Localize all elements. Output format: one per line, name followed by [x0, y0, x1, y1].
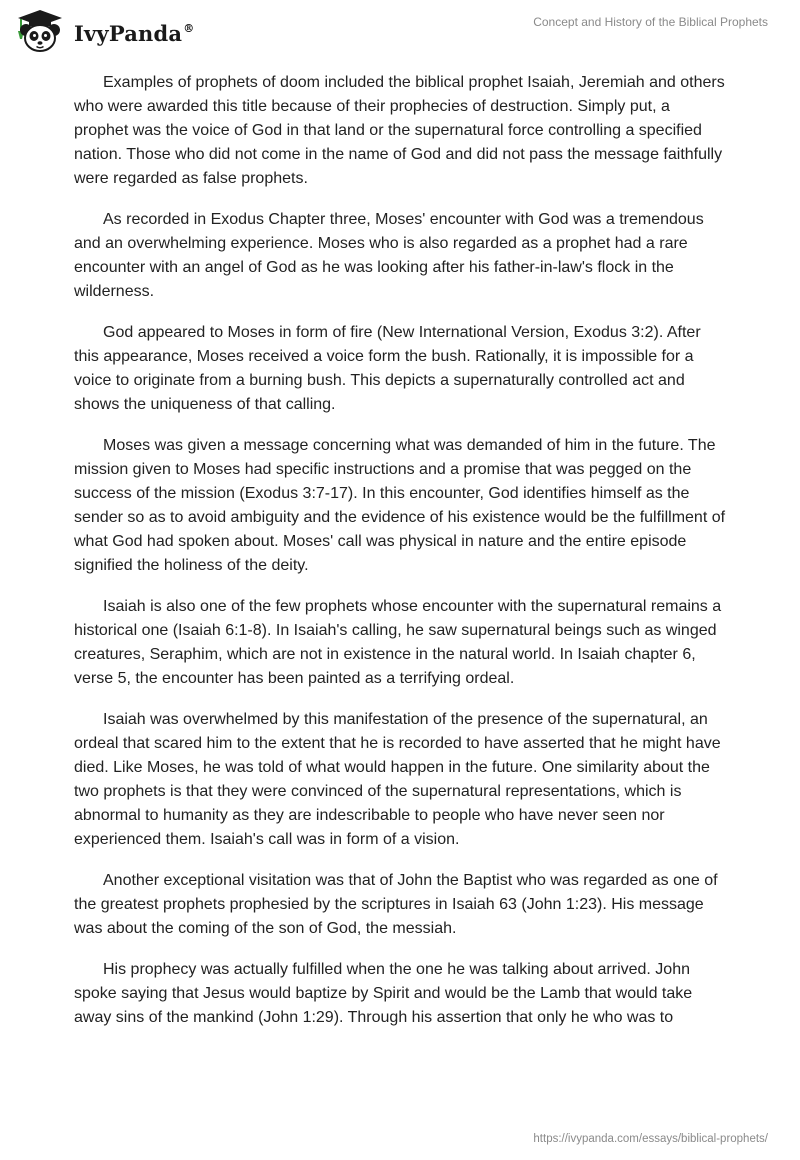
source-url[interactable]: https://ivypanda.com/essays/biblical-prophets/ — [533, 1133, 768, 1145]
page-header — [0, 0, 800, 70]
paragraph: Moses was given a message concerning what was demanded of him in the future. The mission given to Moses had specific instructions and a promise that was pegged on the success of the mission (Exodus 3:7-17). In this encounter, God identifies himself as the sender so as to avoid ambiguity and the evidence of his existence would be the fulfillment of what God had spoken about. Moses' call was physical in nature and the entire episode signified the holiness of the deity. — [74, 437, 726, 574]
paragraph: Examples of prophets of doom included the biblical prophet Isaiah, Jeremiah and others who were awarded this title because of their prophecies of destruction. Simply put, a prophet was the voice of God in that land or the supernatural force controlling a specified nation. Those who did not come in the name of God and did not pass the message faithfully were regarded as false prophets. — [74, 74, 725, 187]
registered-mark: ® — [183, 21, 195, 35]
paragraph: Isaiah was overwhelmed by this manifestation of the presence of the supernatural, an ordeal that scared him to the extent that he is recorded to have asserted that he might have died. Like Moses, he was told of what would happen in the future. One similarity about the two prophets is that they were convinced of the supernatural representations, which is abnormal to humanity as they are indescribable to people who have never seen nor experienced them. Isaiah's call was in form of a vision. — [74, 711, 721, 848]
document-title: Concept and History of the Biblical Prophets — [533, 15, 768, 29]
essay-body — [74, 71, 726, 1047]
panda-graduate-logo-icon — [14, 8, 66, 54]
paragraph: Isaiah is also one of the few prophets whose encounter with the supernatural remains a historical one (Isaiah 6:1-8). In Isaiah's calling, he saw supernatural beings such as winged creatures, Seraphim, which are not in existence in the natural world. In Isaiah chapter 6, verse 5, the encounter has been painted as a terrifying ordeal. — [74, 598, 722, 687]
paragraph: Another exceptional visitation was that of John the Baptist who was regarded as one of the greatest prophets prophesied by the scriptures in Isaiah 63 (John 1:23). His message was about the coming of the son of God, the messiah. — [74, 872, 718, 937]
brand-name: IvyPanda® — [74, 20, 195, 46]
brand-logo[interactable] — [14, 8, 194, 54]
paragraph: His prophecy was actually fulfilled when the one he was talking about arrived. John spoke saying that Jesus would baptize by Spirit and would be the Lamb that would take away sins of the mankind (John 1:29). Through his assertion that only he who was to — [74, 961, 693, 1026]
paragraph: God appeared to Moses in form of fire (New International Version, Exodus 3:2). After this appearance, Moses received a voice form the bush. Rationally, it is impossible for a voice to originate from a burning bush. This depicts a supernaturally controlled act and shows the uniqueness of that calling. — [74, 324, 701, 413]
paragraph: As recorded in Exodus Chapter three, Moses' encounter with God was a tremendous and an overwhelming experience. Moses who is also regarded as a prophet had a rare encounter with an angel of God as he was looking after his father-in-law's flock in the wilderness. — [74, 211, 704, 300]
